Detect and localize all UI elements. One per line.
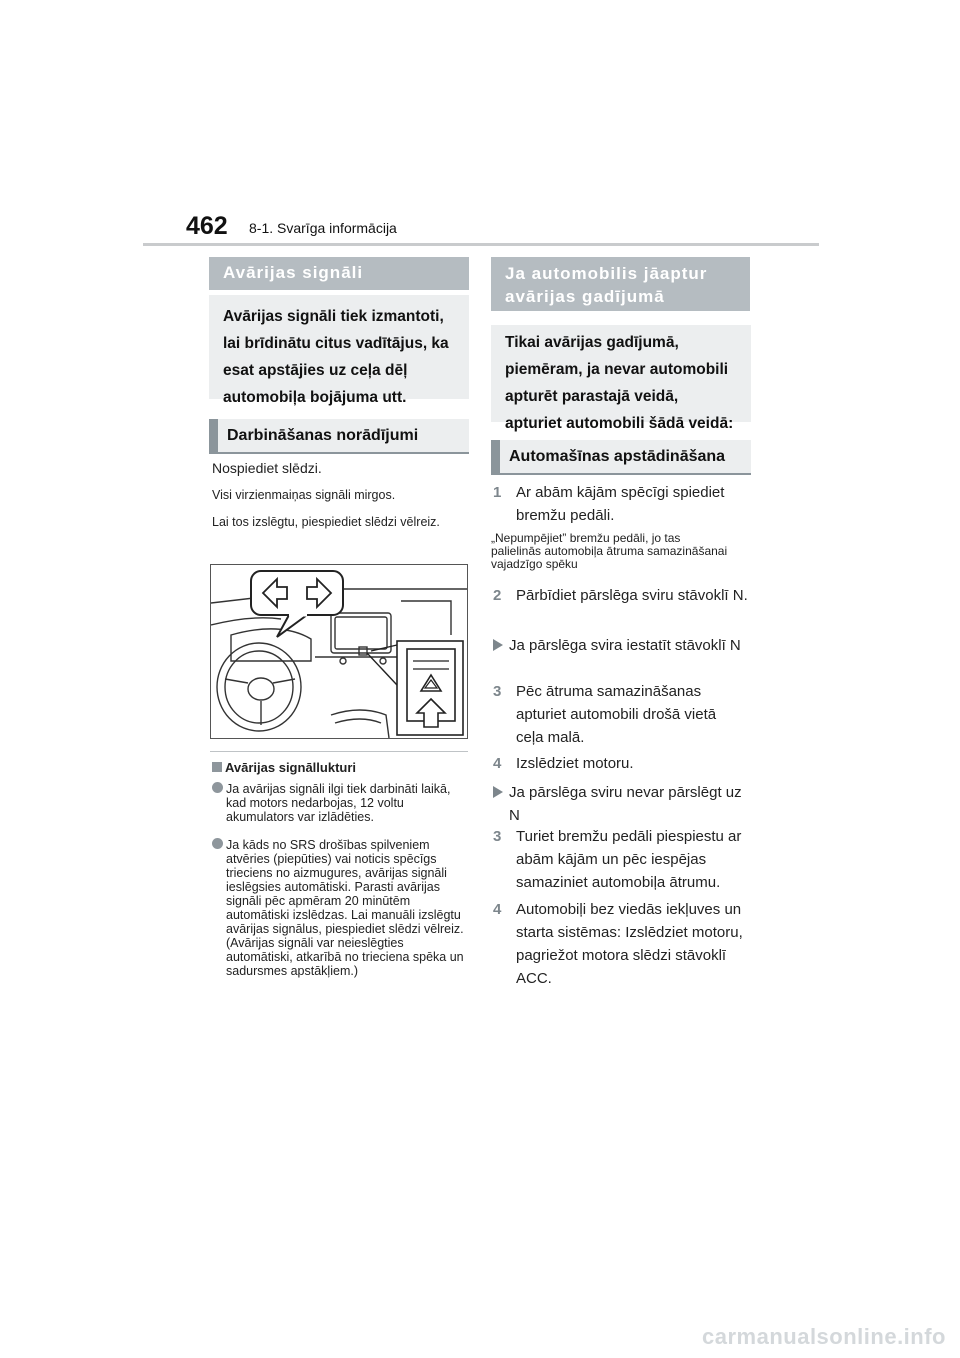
step-note: „Nepumpējiet” bremžu pedāli, jo tas palielinās automobiļa ātruma samazināšanai vajadzīgo spēku — [491, 531, 728, 571]
step-item — [493, 680, 753, 750]
condition-item — [493, 781, 753, 827]
square-bullet-icon — [212, 762, 222, 772]
emergency-intro-box — [491, 325, 751, 432]
hazard-heading — [209, 257, 469, 290]
condition-item — [493, 634, 753, 680]
step-text: Ar abām kājām spēcīgi spiediet bremžu pedāli. — [516, 484, 725, 524]
bullet-dot-icon — [212, 782, 223, 793]
signals-flash-text: Visi virzienmaiņas signāli mirgos. — [212, 488, 396, 502]
step-number: 2 — [493, 587, 502, 604]
press-switch-text: Nospiediet slēdzi. — [212, 460, 322, 476]
bullet-dot-icon — [212, 838, 223, 849]
step-number: 4 — [493, 755, 502, 772]
notes-divider — [210, 751, 468, 752]
step-item — [493, 752, 753, 776]
header-divider — [143, 243, 819, 246]
step-text: Turiet bremžu pedāli piespiestu ar abām kājām un pēc iespējas samaziniet automobiļa ātrumu. — [516, 828, 742, 891]
step-item — [493, 584, 753, 630]
step-text: Automobiļi bez viedās iekļuves un starta sistēmas: Izslēdziet motoru, pagriežot motora slēdzi stāvoklī ACC. — [516, 901, 743, 987]
arrow-right-icon — [493, 786, 503, 798]
step-text: Pēc ātruma samazināšanas apturiet automobili drošā vietā ceļa malā. — [516, 683, 717, 746]
step-item — [493, 481, 753, 527]
hazard-heading-text: Avārijas signāli — [223, 263, 364, 282]
step-text: Izslēdziet motoru. — [516, 755, 634, 772]
section-title: 8-1. Svarīga informācija — [249, 220, 397, 236]
condition-text: Ja pārslēga svira iestatīt stāvoklī N — [509, 637, 741, 654]
note-text: Ja avārijas signāli ilgi tiek darbināti laikā, kad motors nedarbojas, 12 voltu akumulators var izlādēties. — [226, 782, 451, 824]
step-number: 4 — [493, 901, 502, 918]
turn-off-text: Lai tos izslēgtu, piespiediet slēdzi vēlreiz. — [212, 515, 440, 529]
watermark: carmanualsonline.info — [702, 1324, 946, 1349]
notes-title-text: Avārijas signāllukturi — [225, 760, 357, 775]
note-text: Ja kāds no SRS drošības spilveniem atvēries (piepūties) vai noticis spēcīgs trieciens no aizmugures, avārijas signāli ieslēgsies automātiski. Parasti avārijas signāli pēc apmēram 20 minūtēm automātiski izslēdzas. Lai manuāli izslēgtu avārijas signālus, piespiediet slēdzi vēlreiz. (Avārijas signāli var neieslēgties automātiski, atkarībā no trieciena spēka un sadursmes apstākļiem.) — [226, 838, 464, 978]
hazard-intro-text: Avārijas signāli tiek izmantoti, lai brīdinātu citus vadītājus, ka esat apstājies uz ceļa dēļ automobiļa bojājuma utt. — [223, 308, 449, 406]
notes-title — [212, 759, 356, 777]
emergency-intro-text: Tikai avārijas gadījumā, piemēram, ja nevar automobili apturēt parastajā veidā, apturiet automobili šādā veidā: — [505, 334, 734, 432]
stopping-vehicle-text: Automašīnas apstādināšana — [509, 448, 726, 465]
hazard-intro-box — [209, 295, 469, 406]
emergency-stop-heading — [491, 257, 750, 311]
operating-instructions-heading — [209, 419, 469, 454]
step-number: 3 — [493, 828, 502, 845]
step-item — [493, 898, 753, 990]
step-number: 1 — [493, 484, 502, 501]
step-number: 3 — [493, 683, 502, 700]
operating-instructions-text: Darbināšanas norādījumi — [227, 427, 419, 444]
step-item — [493, 825, 753, 895]
dashboard-illustration-svg — [211, 565, 467, 738]
page-number: 462 — [186, 212, 228, 240]
stopping-vehicle-heading — [491, 440, 751, 475]
emergency-stop-heading-text: Ja automobilis jāaptur avārijas gadījumā — [505, 264, 708, 306]
arrow-right-icon — [493, 639, 503, 651]
step-text: Pārbīdiet pārslēga sviru stāvoklī N. — [516, 587, 748, 604]
condition-text: Ja pārslēga sviru nevar pārslēgt uz N — [509, 784, 742, 824]
dashboard-illustration — [210, 564, 468, 739]
